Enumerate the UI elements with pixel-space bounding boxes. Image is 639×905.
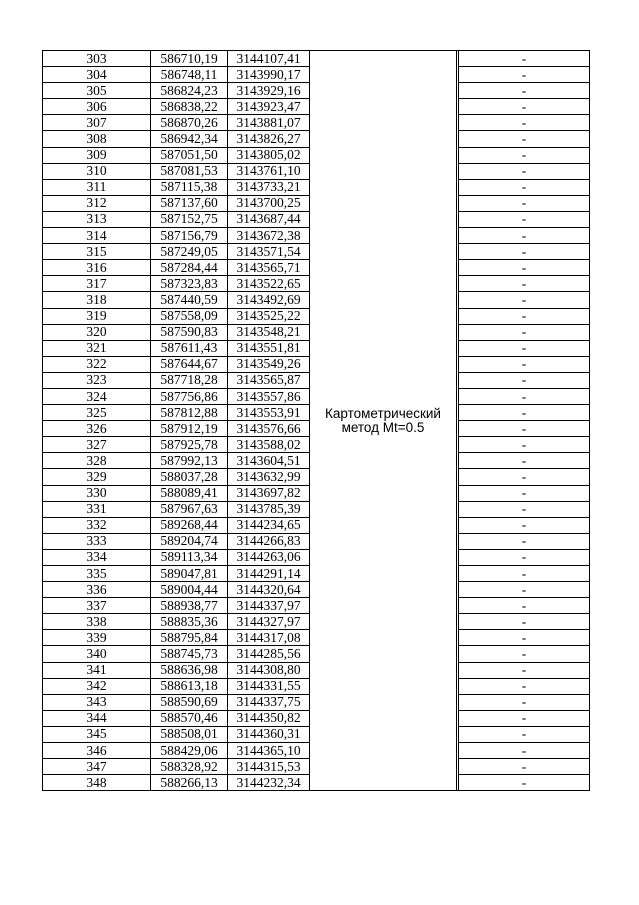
y-coordinate-cell: 3143549,26 bbox=[228, 356, 310, 372]
point-number-cell: 345 bbox=[43, 726, 151, 742]
accuracy-cell: - bbox=[459, 228, 590, 244]
x-coordinate-cell: 587925,78 bbox=[151, 437, 228, 453]
x-coordinate-cell: 586838,22 bbox=[151, 99, 228, 115]
x-coordinate-cell: 587611,43 bbox=[151, 340, 228, 356]
x-coordinate-cell: 586942,34 bbox=[151, 131, 228, 147]
x-coordinate-cell: 588590,69 bbox=[151, 694, 228, 710]
point-number-cell: 314 bbox=[43, 228, 151, 244]
point-number-cell: 325 bbox=[43, 405, 151, 421]
accuracy-cell: - bbox=[459, 372, 590, 388]
x-coordinate-cell: 587284,44 bbox=[151, 260, 228, 276]
y-coordinate-cell: 3143923,47 bbox=[228, 99, 310, 115]
y-coordinate-cell: 3143761,10 bbox=[228, 163, 310, 179]
accuracy-cell: - bbox=[459, 405, 590, 421]
y-coordinate-cell: 3144107,41 bbox=[228, 51, 310, 67]
accuracy-cell: - bbox=[459, 147, 590, 163]
accuracy-cell: - bbox=[459, 759, 590, 775]
point-number-cell: 303 bbox=[43, 51, 151, 67]
accuracy-cell: - bbox=[459, 485, 590, 501]
accuracy-cell: - bbox=[459, 549, 590, 565]
y-coordinate-cell: 3143553,91 bbox=[228, 405, 310, 421]
x-coordinate-cell: 587115,38 bbox=[151, 179, 228, 195]
accuracy-cell: - bbox=[459, 501, 590, 517]
y-coordinate-cell: 3144234,65 bbox=[228, 517, 310, 533]
accuracy-cell: - bbox=[459, 67, 590, 83]
coordinates-table bbox=[42, 50, 590, 791]
x-coordinate-cell: 587590,83 bbox=[151, 324, 228, 340]
point-number-cell: 341 bbox=[43, 662, 151, 678]
accuracy-cell: - bbox=[459, 211, 590, 227]
accuracy-cell: - bbox=[459, 388, 590, 404]
y-coordinate-cell: 3143632,99 bbox=[228, 469, 310, 485]
y-coordinate-cell: 3143588,02 bbox=[228, 437, 310, 453]
y-coordinate-cell: 3143565,87 bbox=[228, 372, 310, 388]
point-number-cell: 333 bbox=[43, 533, 151, 549]
accuracy-cell: - bbox=[459, 99, 590, 115]
point-number-cell: 332 bbox=[43, 517, 151, 533]
x-coordinate-cell: 587812,88 bbox=[151, 405, 228, 421]
y-coordinate-cell: 3144337,75 bbox=[228, 694, 310, 710]
x-coordinate-cell: 587558,09 bbox=[151, 308, 228, 324]
point-number-cell: 326 bbox=[43, 421, 151, 437]
y-coordinate-cell: 3143604,51 bbox=[228, 453, 310, 469]
accuracy-cell: - bbox=[459, 163, 590, 179]
point-number-cell: 329 bbox=[43, 469, 151, 485]
accuracy-cell: - bbox=[459, 437, 590, 453]
point-number-cell: 321 bbox=[43, 340, 151, 356]
y-coordinate-cell: 3144308,80 bbox=[228, 662, 310, 678]
y-coordinate-cell: 3144331,55 bbox=[228, 678, 310, 694]
y-coordinate-cell: 3144285,56 bbox=[228, 646, 310, 662]
point-number-cell: 338 bbox=[43, 614, 151, 630]
y-coordinate-cell: 3143881,07 bbox=[228, 115, 310, 131]
point-number-cell: 309 bbox=[43, 147, 151, 163]
x-coordinate-cell: 588570,46 bbox=[151, 710, 228, 726]
accuracy-cell: - bbox=[459, 775, 590, 791]
table-row bbox=[43, 51, 590, 67]
accuracy-cell: - bbox=[459, 131, 590, 147]
y-coordinate-cell: 3143548,21 bbox=[228, 324, 310, 340]
accuracy-cell: - bbox=[459, 276, 590, 292]
accuracy-cell: - bbox=[459, 292, 590, 308]
accuracy-cell: - bbox=[459, 51, 590, 67]
y-coordinate-cell: 3143672,38 bbox=[228, 228, 310, 244]
accuracy-cell: - bbox=[459, 115, 590, 131]
x-coordinate-cell: 588429,06 bbox=[151, 743, 228, 759]
point-number-cell: 331 bbox=[43, 501, 151, 517]
y-coordinate-cell: 3143929,16 bbox=[228, 83, 310, 99]
point-number-cell: 318 bbox=[43, 292, 151, 308]
y-coordinate-cell: 3144266,83 bbox=[228, 533, 310, 549]
point-number-cell: 339 bbox=[43, 630, 151, 646]
accuracy-cell: - bbox=[459, 324, 590, 340]
point-number-cell: 306 bbox=[43, 99, 151, 115]
point-number-cell: 327 bbox=[43, 437, 151, 453]
y-coordinate-cell: 3143785,39 bbox=[228, 501, 310, 517]
point-number-cell: 343 bbox=[43, 694, 151, 710]
y-coordinate-cell: 3143565,71 bbox=[228, 260, 310, 276]
point-number-cell: 347 bbox=[43, 759, 151, 775]
point-number-cell: 311 bbox=[43, 179, 151, 195]
point-number-cell: 344 bbox=[43, 710, 151, 726]
accuracy-cell: - bbox=[459, 356, 590, 372]
accuracy-cell: - bbox=[459, 469, 590, 485]
y-coordinate-cell: 3143522,65 bbox=[228, 276, 310, 292]
x-coordinate-cell: 587081,53 bbox=[151, 163, 228, 179]
accuracy-cell: - bbox=[459, 195, 590, 211]
point-number-cell: 319 bbox=[43, 308, 151, 324]
y-coordinate-cell: 3144320,64 bbox=[228, 582, 310, 598]
x-coordinate-cell: 586870,26 bbox=[151, 115, 228, 131]
accuracy-cell: - bbox=[459, 421, 590, 437]
y-coordinate-cell: 3144327,97 bbox=[228, 614, 310, 630]
point-number-cell: 315 bbox=[43, 244, 151, 260]
point-number-cell: 308 bbox=[43, 131, 151, 147]
point-number-cell: 337 bbox=[43, 598, 151, 614]
x-coordinate-cell: 587323,83 bbox=[151, 276, 228, 292]
x-coordinate-cell: 588636,98 bbox=[151, 662, 228, 678]
point-number-cell: 334 bbox=[43, 549, 151, 565]
y-coordinate-cell: 3143990,17 bbox=[228, 67, 310, 83]
accuracy-cell: - bbox=[459, 598, 590, 614]
y-coordinate-cell: 3143551,81 bbox=[228, 340, 310, 356]
y-coordinate-cell: 3143697,82 bbox=[228, 485, 310, 501]
method-cell bbox=[310, 51, 457, 791]
accuracy-cell: - bbox=[459, 453, 590, 469]
accuracy-cell: - bbox=[459, 308, 590, 324]
point-number-cell: 324 bbox=[43, 388, 151, 404]
method-label-line1: Картометрический bbox=[325, 405, 441, 421]
y-coordinate-cell: 3143492,69 bbox=[228, 292, 310, 308]
point-number-cell: 304 bbox=[43, 67, 151, 83]
point-number-cell: 312 bbox=[43, 195, 151, 211]
y-coordinate-cell: 3143571,54 bbox=[228, 244, 310, 260]
y-coordinate-cell: 3143525,22 bbox=[228, 308, 310, 324]
point-number-cell: 348 bbox=[43, 775, 151, 791]
x-coordinate-cell: 588328,92 bbox=[151, 759, 228, 775]
x-coordinate-cell: 587156,79 bbox=[151, 228, 228, 244]
accuracy-cell: - bbox=[459, 179, 590, 195]
point-number-cell: 307 bbox=[43, 115, 151, 131]
point-number-cell: 336 bbox=[43, 582, 151, 598]
x-coordinate-cell: 587440,59 bbox=[151, 292, 228, 308]
y-coordinate-cell: 3144263,06 bbox=[228, 549, 310, 565]
accuracy-cell: - bbox=[459, 646, 590, 662]
accuracy-cell: - bbox=[459, 743, 590, 759]
x-coordinate-cell: 588938,77 bbox=[151, 598, 228, 614]
x-coordinate-cell: 588089,41 bbox=[151, 485, 228, 501]
accuracy-cell: - bbox=[459, 582, 590, 598]
x-coordinate-cell: 587912,19 bbox=[151, 421, 228, 437]
x-coordinate-cell: 587152,75 bbox=[151, 211, 228, 227]
x-coordinate-cell: 586710,19 bbox=[151, 51, 228, 67]
y-coordinate-cell: 3144317,08 bbox=[228, 630, 310, 646]
x-coordinate-cell: 587756,86 bbox=[151, 388, 228, 404]
accuracy-cell: - bbox=[459, 533, 590, 549]
point-number-cell: 316 bbox=[43, 260, 151, 276]
y-coordinate-cell: 3143687,44 bbox=[228, 211, 310, 227]
y-coordinate-cell: 3144365,10 bbox=[228, 743, 310, 759]
x-coordinate-cell: 587992,13 bbox=[151, 453, 228, 469]
y-coordinate-cell: 3143576,66 bbox=[228, 421, 310, 437]
point-number-cell: 342 bbox=[43, 678, 151, 694]
accuracy-cell: - bbox=[459, 566, 590, 582]
x-coordinate-cell: 587967,63 bbox=[151, 501, 228, 517]
accuracy-cell: - bbox=[459, 614, 590, 630]
x-coordinate-cell: 587718,28 bbox=[151, 372, 228, 388]
x-coordinate-cell: 588835,36 bbox=[151, 614, 228, 630]
y-coordinate-cell: 3144315,53 bbox=[228, 759, 310, 775]
accuracy-cell: - bbox=[459, 726, 590, 742]
x-coordinate-cell: 586748,11 bbox=[151, 67, 228, 83]
point-number-cell: 346 bbox=[43, 743, 151, 759]
x-coordinate-cell: 589047,81 bbox=[151, 566, 228, 582]
x-coordinate-cell: 589268,44 bbox=[151, 517, 228, 533]
y-coordinate-cell: 3144337,97 bbox=[228, 598, 310, 614]
point-number-cell: 323 bbox=[43, 372, 151, 388]
point-number-cell: 320 bbox=[43, 324, 151, 340]
coordinates-table-body bbox=[43, 51, 590, 791]
accuracy-cell: - bbox=[459, 260, 590, 276]
x-coordinate-cell: 587137,60 bbox=[151, 195, 228, 211]
x-coordinate-cell: 588037,28 bbox=[151, 469, 228, 485]
x-coordinate-cell: 588795,84 bbox=[151, 630, 228, 646]
accuracy-cell: - bbox=[459, 662, 590, 678]
x-coordinate-cell: 586824,23 bbox=[151, 83, 228, 99]
accuracy-cell: - bbox=[459, 678, 590, 694]
y-coordinate-cell: 3143805,02 bbox=[228, 147, 310, 163]
point-number-cell: 313 bbox=[43, 211, 151, 227]
y-coordinate-cell: 3144350,82 bbox=[228, 710, 310, 726]
y-coordinate-cell: 3143733,21 bbox=[228, 179, 310, 195]
point-number-cell: 305 bbox=[43, 83, 151, 99]
x-coordinate-cell: 587249,05 bbox=[151, 244, 228, 260]
y-coordinate-cell: 3143826,27 bbox=[228, 131, 310, 147]
y-coordinate-cell: 3143557,86 bbox=[228, 388, 310, 404]
y-coordinate-cell: 3144360,31 bbox=[228, 726, 310, 742]
accuracy-cell: - bbox=[459, 710, 590, 726]
y-coordinate-cell: 3143700,25 bbox=[228, 195, 310, 211]
x-coordinate-cell: 589004,44 bbox=[151, 582, 228, 598]
x-coordinate-cell: 587644,67 bbox=[151, 356, 228, 372]
point-number-cell: 330 bbox=[43, 485, 151, 501]
accuracy-cell: - bbox=[459, 244, 590, 260]
point-number-cell: 340 bbox=[43, 646, 151, 662]
x-coordinate-cell: 588613,18 bbox=[151, 678, 228, 694]
point-number-cell: 328 bbox=[43, 453, 151, 469]
y-coordinate-cell: 3144291,14 bbox=[228, 566, 310, 582]
accuracy-cell: - bbox=[459, 83, 590, 99]
point-number-cell: 322 bbox=[43, 356, 151, 372]
y-coordinate-cell: 3144232,34 bbox=[228, 775, 310, 791]
accuracy-cell: - bbox=[459, 340, 590, 356]
x-coordinate-cell: 588266,13 bbox=[151, 775, 228, 791]
point-number-cell: 317 bbox=[43, 276, 151, 292]
x-coordinate-cell: 589204,74 bbox=[151, 533, 228, 549]
x-coordinate-cell: 588745,73 bbox=[151, 646, 228, 662]
accuracy-cell: - bbox=[459, 694, 590, 710]
x-coordinate-cell: 589113,34 bbox=[151, 549, 228, 565]
x-coordinate-cell: 588508,01 bbox=[151, 726, 228, 742]
x-coordinate-cell: 587051,50 bbox=[151, 147, 228, 163]
accuracy-cell: - bbox=[459, 517, 590, 533]
point-number-cell: 335 bbox=[43, 566, 151, 582]
method-label-line2: метод Mt=0.5 bbox=[341, 419, 425, 435]
point-number-cell: 310 bbox=[43, 163, 151, 179]
accuracy-cell: - bbox=[459, 630, 590, 646]
